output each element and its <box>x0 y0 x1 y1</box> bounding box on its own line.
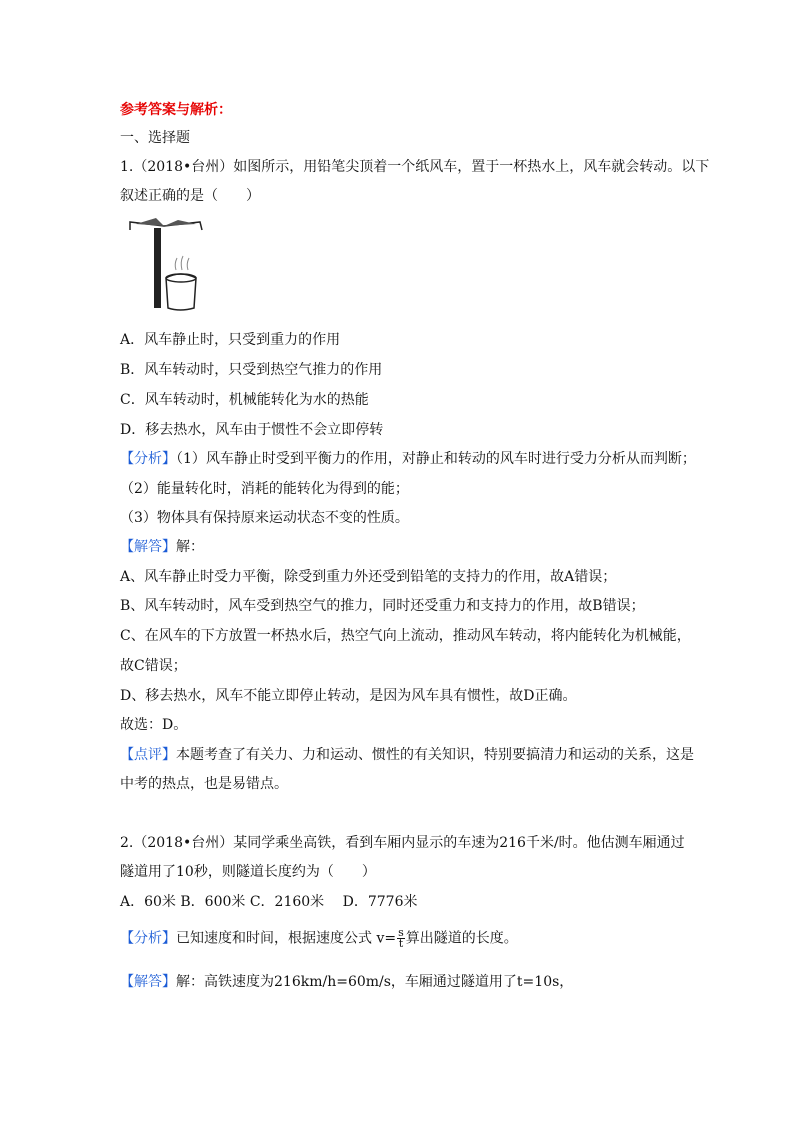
q1-solution-b: B、风车转动时，风车受到热空气的推力，同时还受重力和支持力的作用，故B错误； <box>120 598 645 614</box>
q1-comment-2: 中考的热点，也是易错点。 <box>120 776 288 792</box>
solution-tag: 【解答】 <box>120 974 176 990</box>
solution-tag: 【解答】 <box>120 539 176 555</box>
q1-option-b: B．风车转动时，只受到热空气推力的作用 <box>120 362 383 378</box>
q1-analysis-1: 【分析】（1）风车静止时受到平衡力的作用，对静止和转动的风车时进行受力分析从而判断； <box>120 451 696 467</box>
analysis-tag: 【分析】 <box>120 930 176 947</box>
q1-stem-line2: 叙述正确的是（ ） <box>120 188 260 204</box>
q1-answer: 故选：D。 <box>120 717 188 733</box>
comment-tag: 【点评】 <box>120 747 176 763</box>
answer-heading: 参考答案与解析： <box>120 102 232 118</box>
q1-solution-head: 【解答】解： <box>120 539 204 555</box>
q2-stem-line2: 隧道用了10秒，则隧道长度约为（ ） <box>120 864 376 880</box>
speed-formula-fraction: $\frac{s}{t}$ <box>398 926 404 950</box>
q2-options: A．60米 B．600米 C．2160米 D．7776米 <box>120 894 418 910</box>
q2-solution: 【解答】解：高铁速度为216km/h=60m/s，车厢通过隧道用了t=10s， <box>120 974 574 990</box>
q1-solution-c-cont: 故C错误； <box>120 658 187 674</box>
analysis-tag: 【分析】 <box>120 451 176 467</box>
q1-option-c: C．风车转动时，机械能转化为水的热能 <box>120 392 369 408</box>
q1-solution-c: C、在风车的下方放置一杯热水后，热空气向上流动，推动风车转动，将内能转化为机械能， <box>120 628 691 644</box>
q1-option-d: D．移去热水，风车由于惯性不会立即停转 <box>120 422 384 438</box>
q2-analysis: 【分析】已知速度和时间，根据速度公式 v= $\frac{s}{t}$ 算出隧道的长度。 <box>120 926 518 950</box>
q1-solution-d: D、移去热水，风车不能立即停止转动，是因为风车具有惯性，故D正确。 <box>120 688 577 704</box>
q2-stem-line1: 2.（2018•台州）某同学乘坐高铁，看到车厢内显示的车速为216千米/时。他估测车厢通过 <box>120 835 685 851</box>
q1-solution-a: A、风车静止时受力平衡，除受到重力外还受到铅笔的支持力的作用，故A错误； <box>120 569 617 585</box>
q1-analysis-3: （3）物体具有保持原来运动状态不变的性质。 <box>120 510 409 526</box>
pinwheel-figure <box>126 216 206 312</box>
q1-stem-line1: 1.（2018•台州）如图所示，用铅笔尖顶着一个纸风车，置于一杯热水上，风车就会转动。以下 <box>120 159 710 175</box>
q1-option-a: A．风车静止时，只受到重力的作用 <box>120 332 341 348</box>
q1-analysis-2: （2）能量转化时，消耗的能转化为得到的能； <box>120 481 409 497</box>
section-title: 一、选择题 <box>120 130 190 146</box>
q1-comment-1: 【点评】本题考查了有关力、力和运动、惯性的有关知识，特别要搞清力和运动的关系，这是 <box>120 747 694 763</box>
